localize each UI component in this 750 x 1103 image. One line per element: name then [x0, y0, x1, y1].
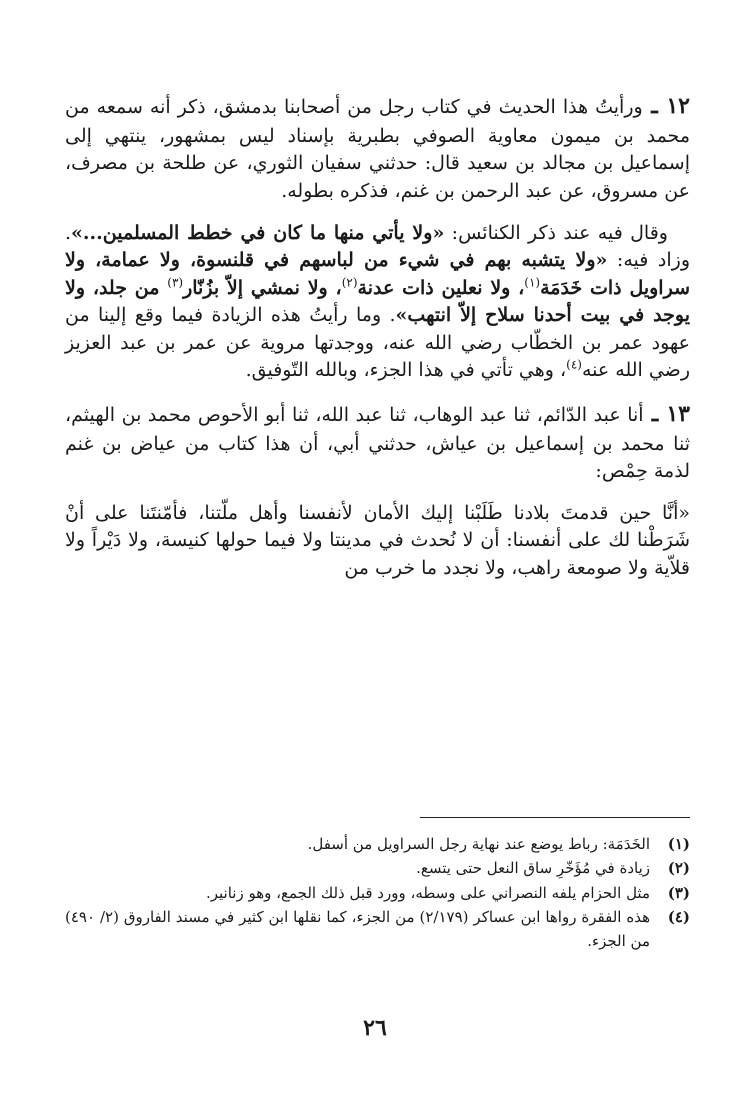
footnote-ref-2[interactable]: (٢)	[341, 275, 358, 290]
item-number-12: ١٢ ـ	[642, 93, 690, 119]
footnote-number: (٣)	[667, 883, 690, 902]
text-run: «أنَّا حين قدمتَ بلادنا طَلَبْنا إليك الأمان لأنفسنا وأهل ملّتنا، فأمّنتَنا على أنْ شَرَطْنا لك على أنفسنا: أن لا نُحدث في مدينتا ولا فيما حولها كنيسة، ولا دَيْراً ولا قلاّية ولا صومعة راهب، ولا نجدد ما خرب من	[65, 501, 690, 579]
footnote-divider	[420, 817, 690, 818]
footnote-ref-3[interactable]: (٣)	[167, 275, 184, 290]
paragraph-12	[65, 91, 690, 206]
paragraph-churches	[65, 220, 690, 385]
footnote-number: (١)	[667, 835, 690, 853]
quote-bold: ، ولا نمشي إلاّ بزُنّار	[183, 276, 342, 299]
footnote-text: هذه الفقرة رواها ابن عساكر (٢/١٧٩) من الجزء، كما نقلها ابن كثير في مسند الفاروق (٢/ ٤٩٠) من الجزء.	[65, 907, 650, 951]
text-run: . وما رأيتُ هذه الزيادة فيما وقع إلينا من عهود عمر بن الخطّاب رضي الله عنه، ووجدتها مروية عن عمر بن عبد العزيز رضي الله عنه	[65, 304, 690, 382]
footnote-text: زيادة في مُؤَخّرِ ساق النعل حتى يتسع.	[416, 859, 650, 878]
text-run: ، وهي تأتي في هذا الجزء، وبالله التّوفيق.	[245, 359, 567, 382]
footnote-2	[65, 856, 690, 880]
footnote-text: الخَدَمَة: رباط يوضع عند نهاية رجل السراويل من أسفل.	[307, 835, 650, 853]
text-run: وقال فيه عند ذكر الكنائس:	[444, 221, 668, 244]
text-run: ورأيتُ هذا الحديث في كتاب رجل من أصحابنا بدمشق، ذكر أنه سمعه من محمد بن ميمون معاوية الصوفي بطبرية بإسناد ليس بمشهور، ينتهي إلى إسماعيل بن مجالد بن سعيد قال: حدثني سفيان الثوري، عن طلحة بن مصرف، عن مسروق، عن عبد الرحمن بن غنم، فذكره بطوله.	[65, 96, 690, 202]
page-number: ٢٦	[363, 1015, 387, 1041]
footnote-ref-4[interactable]: (٤)	[566, 357, 582, 372]
paragraph-13	[65, 399, 690, 486]
quote-bold: ، ولا نعلين ذات عدنة	[357, 276, 525, 299]
main-text	[65, 91, 690, 596]
footnote-3	[65, 881, 690, 905]
text-run: أنا عبد الدّائم، ثنا عبد الوهاب، ثنا عبد الله، ثنا أبو الأحوص محمد بن الهيثم، ثنا محمد بن إسماعيل بن عياش، حدثني أبي، أن هذا كتاب من عياض بن غنم لذمة حِمْص:	[65, 403, 690, 483]
footnotes	[65, 832, 690, 953]
footnote-4	[65, 905, 690, 954]
footnote-number: (٤)	[667, 907, 690, 926]
footnote-number: (٢)	[667, 859, 690, 878]
footnote-text: مثل الحزام يلفه النصراني على وسطه، وورد قبل ذلك الجمع، وهو زنانير.	[205, 883, 650, 902]
quote-bold: من جلد، ولا يوجد في بيت أحدنا سلاح إلاّ انتهب»	[65, 276, 690, 327]
quote-bold: «ولا يتشبه بهم في شيء من لباسهم في قلنسوة، ولا عمامة، ولا سراويل ذات خَدَمَة	[65, 249, 690, 299]
footnote-ref-1[interactable]: (١)	[524, 275, 541, 290]
item-number-13: ١٣ ـ	[643, 400, 690, 427]
text-run: . وزاد فيه:	[65, 221, 690, 272]
footnote-1	[65, 832, 690, 856]
quote-bold: «ولا يأتي منها ما كان في خطط المسلمين...»	[71, 221, 445, 244]
paragraph-covenant	[65, 500, 690, 583]
